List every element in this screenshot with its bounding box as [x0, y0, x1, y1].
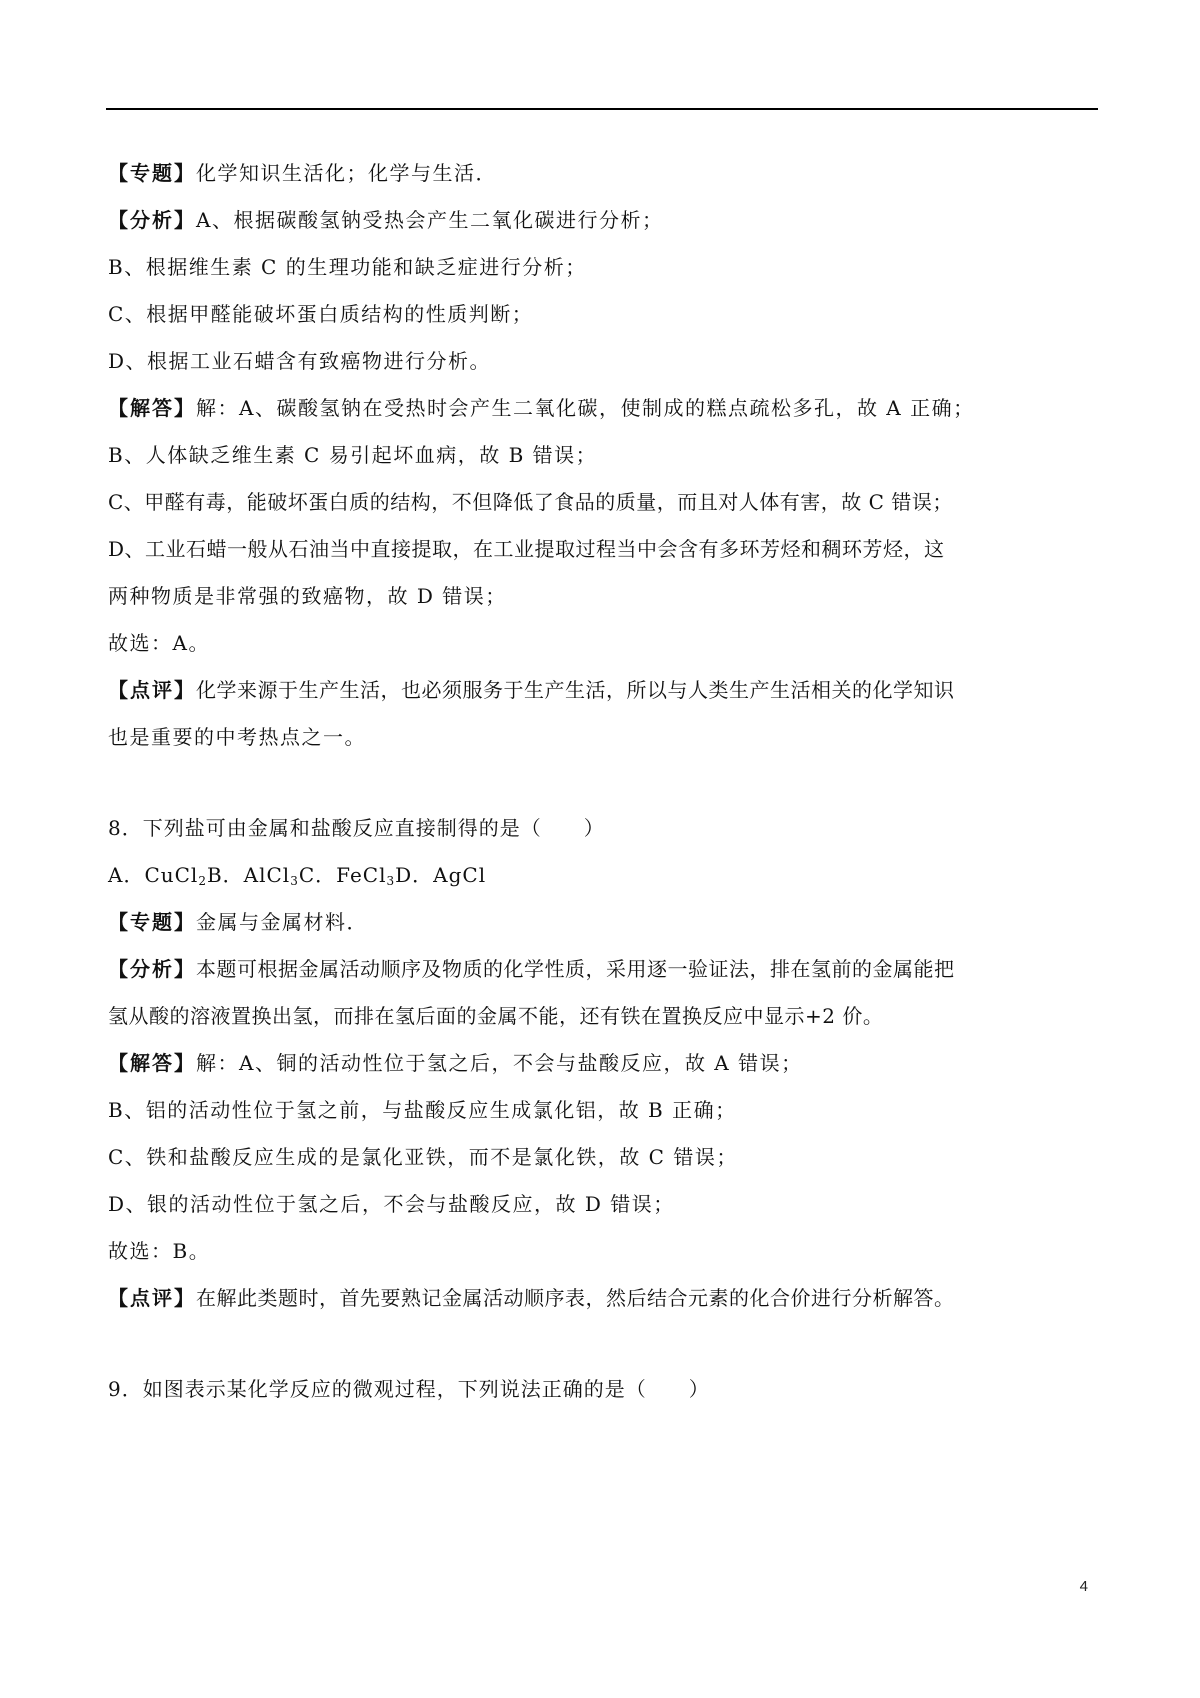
page-content [108, 150, 1098, 1413]
q7-analysis-c: C、根据甲醛能破坏蛋白质结构的性质判断； [108, 302, 534, 326]
q7-analysis-line [108, 197, 1098, 244]
q8-option-a-sub: 2 [198, 874, 207, 888]
q8-comment-text: 在解此类题时，首先要熟记金属活动顺序表，然后结合元素的化合价进行分析解答。 [196, 1286, 955, 1310]
q7-answer-text: 解：A、碳酸氢钠在受热时会产生二氧化碳，使制成的糕点疏松多孔，故 A 正确； [196, 396, 975, 420]
q7-choice: 故选：A。 [108, 631, 210, 655]
q8-analysis-text2: 氢从酸的溶液置换出氢，而排在氢后面的金属不能，还有铁在置换反应中显示+2 价。 [108, 1004, 884, 1028]
q8-analysis-tag: 【分析】 [108, 957, 196, 981]
section-gap [108, 761, 1098, 805]
q7-comment-tag: 【点评】 [108, 678, 196, 702]
q8-analysis-text1: 本题可根据金属活动顺序及物质的化学性质，采用逐一验证法，排在氢前的金属能把 [196, 957, 955, 981]
q8-option-d: D．AgCl [395, 863, 487, 887]
q7-comment-text1: 化学来源于生产生活，也必须服务于生产生活，所以与人类生产生活相关的化学知识 [196, 678, 955, 702]
q8-option-b-sub: 3 [290, 874, 299, 888]
q8-answer-d: D、银的活动性位于氢之后，不会与盐酸反应，故 D 错误； [108, 1192, 675, 1216]
q8-comment-tag: 【点评】 [108, 1286, 196, 1310]
q8-answer-line [108, 1040, 1098, 1087]
q7-topic-text: 化学知识生活化；化学与生活． [196, 161, 497, 185]
q8-answer-tag: 【解答】 [108, 1051, 196, 1075]
section-gap-2 [108, 1322, 1098, 1366]
q7-comment-text2: 也是重要的中考热点之一。 [108, 725, 366, 749]
q8-option-b: B．AlCl [206, 863, 291, 887]
q7-topic-tag: 【专题】 [108, 161, 196, 185]
q7-comment-line [108, 667, 1098, 714]
q8-choice: 故选：B。 [108, 1239, 211, 1263]
q8-option-a: A．CuCl [108, 863, 199, 887]
q8-options [108, 852, 1098, 899]
q8-topic-line [108, 899, 1098, 946]
q8-topic-tag: 【专题】 [108, 910, 196, 934]
q9-stem: 9．如图表示某化学反应的微观过程，下列说法正确的是（ ） [108, 1377, 710, 1401]
q7-answer-line [108, 385, 1098, 432]
q7-analysis-b: B、根据维生素 C 的生理功能和缺乏症进行分析； [108, 255, 587, 279]
page-number: 4 [1079, 1578, 1088, 1595]
q7-analysis-d: D、根据工业石蜡含有致癌物进行分析。 [108, 349, 492, 373]
q7-answer-d1: D、工业石蜡一般从石油当中直接提取，在工业提取过程当中会含有多环芳烃和稠环芳烃，这 [108, 537, 945, 561]
q8-answer-c: C、铁和盐酸反应生成的是氯化亚铁，而不是氯化铁，故 C 错误； [108, 1145, 738, 1169]
header-rule [106, 108, 1098, 110]
q8-option-c: C．FeCl [298, 863, 387, 887]
q7-analysis-tag: 【分析】 [108, 208, 196, 232]
q8-analysis-line [108, 946, 1098, 993]
q8-comment-line [108, 1275, 1098, 1322]
q8-answer-text: 解：A、铜的活动性位于氢之后，不会与盐酸反应，故 A 错误； [196, 1051, 803, 1075]
q8-answer-b: B、铝的活动性位于氢之前，与盐酸反应生成氯化铝，故 B 正确； [108, 1098, 737, 1122]
q7-topic-line [108, 150, 1098, 197]
q8-stem: 8．下列盐可由金属和盐酸反应直接制得的是（ ） [108, 816, 605, 840]
q8-option-c-sub: 3 [386, 874, 396, 888]
q7-analysis-text: A、根据碳酸氢钠受热会产生二氧化碳进行分析； [196, 208, 664, 232]
q7-answer-d2: 两种物质是非常强的致癌物，故 D 错误； [108, 584, 507, 608]
q7-answer-tag: 【解答】 [108, 396, 196, 420]
q7-answer-c: C、甲醛有毒，能破坏蛋白质的结构，不但降低了食品的质量，而且对人体有害，故 C 错误； [108, 490, 953, 514]
q7-answer-b: B、人体缺乏维生素 C 易引起坏血病，故 B 错误； [108, 443, 598, 467]
q8-topic-text: 金属与金属材料． [196, 910, 368, 934]
